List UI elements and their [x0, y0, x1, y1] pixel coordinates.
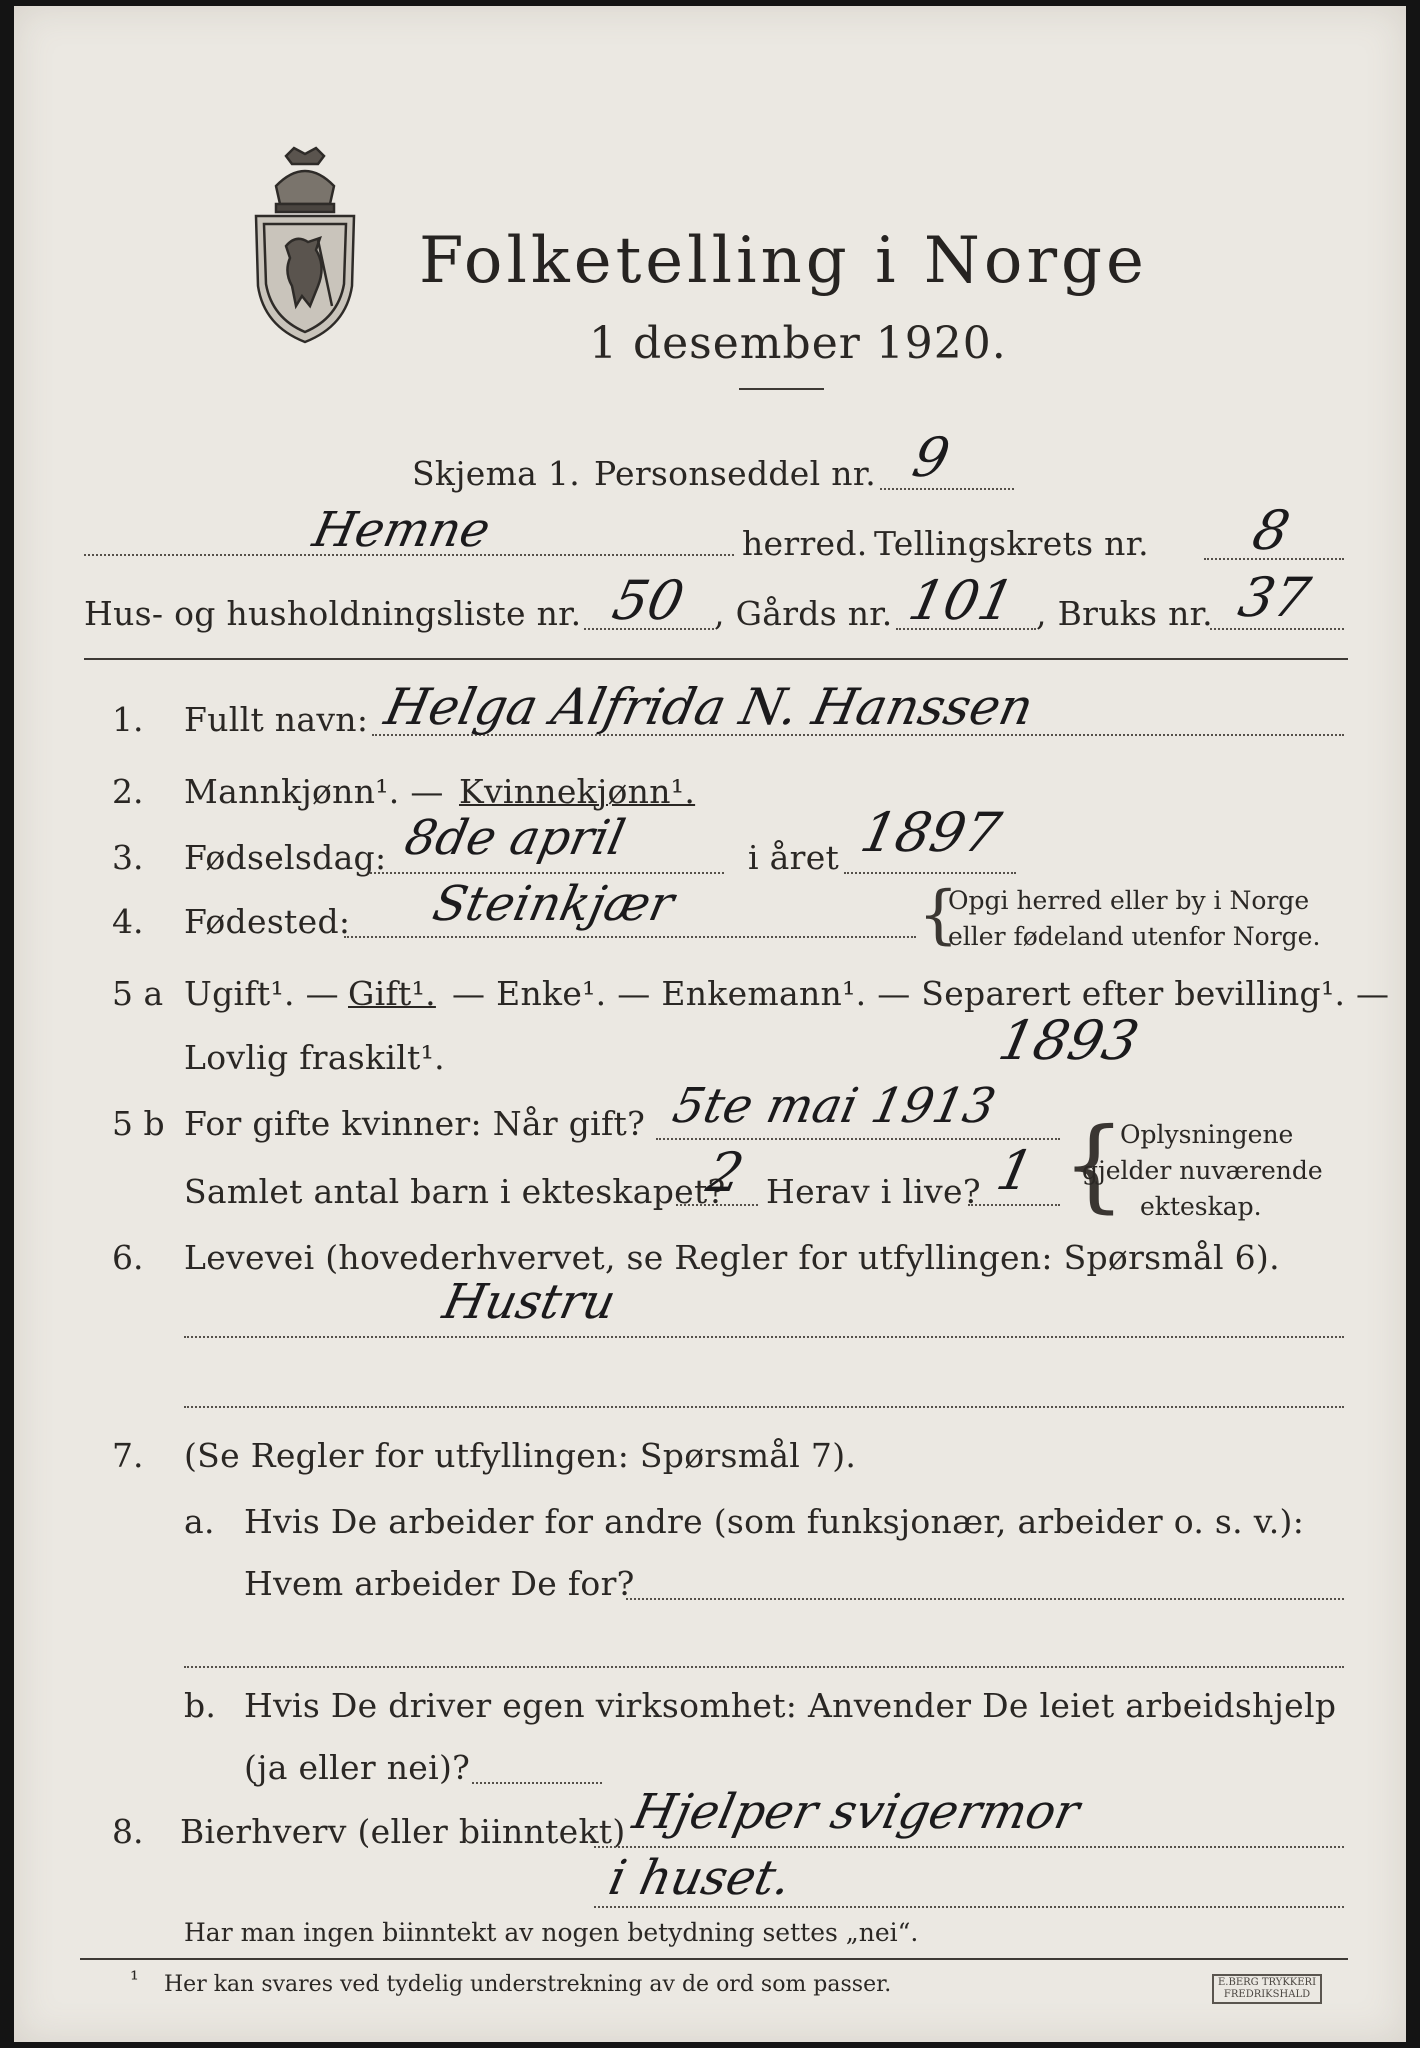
q3-line: [370, 872, 724, 874]
q5b-line: [656, 1138, 1060, 1140]
q7b-line2-label: (ja eller nei)?: [244, 1748, 471, 1787]
q5b-barn-line: [676, 1204, 758, 1206]
header-rule: [84, 658, 1348, 660]
q5b-barn-label: Samlet antal barn i ekteskapet?: [184, 1172, 726, 1211]
census-date: 1 desember 1920.: [589, 318, 1007, 369]
q7a-letter: a.: [184, 1502, 215, 1541]
q5a-ugift: Ugift¹. —: [184, 974, 339, 1013]
footnote-marker: ¹: [130, 1968, 139, 1993]
q6-label: Levevei (hovederhvervet, se Regler for utfyllingen: Spørsmål 6).: [184, 1238, 1280, 1277]
q8-value-line1[interactable]: Hjelper svigermor: [628, 1784, 1085, 1840]
q1-label: Fullt navn:: [184, 700, 369, 739]
q2-mannkjonn: Mannkjønn¹. —: [184, 772, 444, 811]
q5a-other-options: — Enke¹. — Enkemann¹. — Separert efter bevilling¹. —: [452, 974, 1390, 1013]
q7a-answer-line2[interactable]: [184, 1666, 1344, 1668]
personseddel-label: Personseddel nr.: [594, 454, 877, 493]
q5b-note-line2: gjelder nuværende: [1082, 1156, 1323, 1185]
q5b-note-line3: ekteskap.: [1140, 1192, 1262, 1221]
form-title: Folketelling i Norge: [419, 224, 1148, 298]
q6-line1: [184, 1336, 1344, 1338]
q8-value-line2[interactable]: i huset.: [604, 1850, 796, 1906]
q6-line2: [184, 1406, 1344, 1408]
q2-number: 2.: [112, 772, 144, 811]
q3-number: 3.: [112, 838, 144, 877]
biinntekt-note: Har man ingen biinntekt av nogen betydning settes „nei“.: [184, 1918, 919, 1947]
q7b-letter: b.: [184, 1686, 217, 1725]
q8-line1: [594, 1846, 1344, 1848]
q7a-answer-line1[interactable]: [626, 1598, 1344, 1600]
q2-kvinnekjonn: Kvinnekjønn¹.: [459, 772, 696, 811]
q7-label: (Se Regler for utfyllingen: Spørsmål 7).: [184, 1436, 857, 1475]
q5b-live-label: Herav i live?: [766, 1172, 981, 1211]
q5b-note-line1: Oplysningene: [1120, 1120, 1294, 1149]
q7-number: 7.: [112, 1436, 144, 1475]
q3-year-line: [844, 872, 1016, 874]
footnote-text: Her kan svares ved tydelig understrekning av de ord som passer.: [164, 1972, 892, 1997]
skjema-label: Skjema 1.: [412, 454, 581, 493]
q4-note-line2: eller fødeland utenfor Norge.: [948, 922, 1321, 951]
q6-number: 6.: [112, 1238, 144, 1277]
herred-label: herred.: [742, 524, 868, 563]
gards-value[interactable]: 101: [903, 569, 1020, 632]
q5b-barn-value[interactable]: 2: [701, 1141, 750, 1204]
q8-number: 8.: [112, 1812, 144, 1851]
footer-rule: [80, 1958, 1348, 1960]
q4-number: 4.: [112, 902, 144, 941]
herred-value[interactable]: Hemne: [308, 502, 496, 558]
q4-label: Fødested:: [184, 902, 351, 941]
q7b-answer-line[interactable]: [472, 1782, 602, 1784]
norway-coat-of-arms-icon: [246, 146, 364, 346]
title-divider: [739, 388, 824, 390]
hus-label: Hus- og husholdningsliste nr.: [84, 594, 582, 633]
tellingskrets-label: Tellingskrets nr.: [874, 524, 1149, 563]
q5a-number: 5 a: [112, 974, 164, 1013]
q3-label: Fødselsdag:: [184, 838, 387, 877]
q5a-year-note: 1893: [993, 1009, 1145, 1072]
q1-number: 1.: [112, 700, 144, 739]
printer-stamp-line2: FREDRIKSHALD: [1223, 1989, 1311, 2000]
personseddel-line: [880, 488, 1014, 490]
q5b-value[interactable]: 5te mai 1913: [668, 1078, 1001, 1134]
q3-year-value[interactable]: 1897: [855, 801, 1007, 864]
printer-stamp: [1212, 1974, 1322, 2004]
q3-value[interactable]: 8de april: [400, 810, 630, 866]
q3-year-label: i året: [748, 838, 840, 877]
printer-stamp-line1: E.BERG TRYKKERI: [1218, 1977, 1317, 1988]
bruks-value[interactable]: 37: [1233, 566, 1316, 629]
q4-value[interactable]: Steinkjær: [428, 876, 679, 932]
q5a-fraskilt: Lovlig fraskilt¹.: [184, 1038, 445, 1077]
q5b-label: For gifte kvinner: Når gift?: [184, 1104, 646, 1143]
q5b-brace: {: [1062, 1106, 1126, 1223]
personseddel-value[interactable]: 9: [907, 426, 956, 489]
q4-brace: {: [918, 878, 959, 952]
q5a-gift: Gift¹.: [348, 974, 436, 1013]
q5b-live-line: [968, 1204, 1060, 1206]
q6-value[interactable]: Hustru: [438, 1274, 621, 1330]
q4-line: [344, 936, 916, 938]
q7b-label: Hvis De driver egen virksomhet: Anvender De leiet arbeidshjelp: [244, 1686, 1337, 1725]
bruks-label: , Bruks nr.: [1036, 594, 1213, 633]
q1-value[interactable]: Helga Alfrida N. Hanssen: [379, 678, 1039, 736]
hus-value[interactable]: 50: [607, 569, 690, 632]
q8-line2: [594, 1906, 1344, 1908]
gards-label: , Gårds nr.: [714, 594, 893, 633]
q4-note-line1: Opgi herred eller by i Norge: [948, 886, 1310, 915]
q5b-live-value[interactable]: 1: [991, 1139, 1040, 1202]
tellingskrets-value[interactable]: 8: [1247, 499, 1296, 562]
q7a-label: Hvis De arbeider for andre (som funksjonær, arbeider o. s. v.):: [244, 1502, 1305, 1541]
q5b-number: 5 b: [112, 1104, 165, 1143]
census-form-sheet: [14, 6, 1406, 2042]
q7a-line2-label: Hvem arbeider De for?: [244, 1564, 635, 1603]
q8-label: Bierhverv (eller biinntekt): [180, 1812, 626, 1851]
